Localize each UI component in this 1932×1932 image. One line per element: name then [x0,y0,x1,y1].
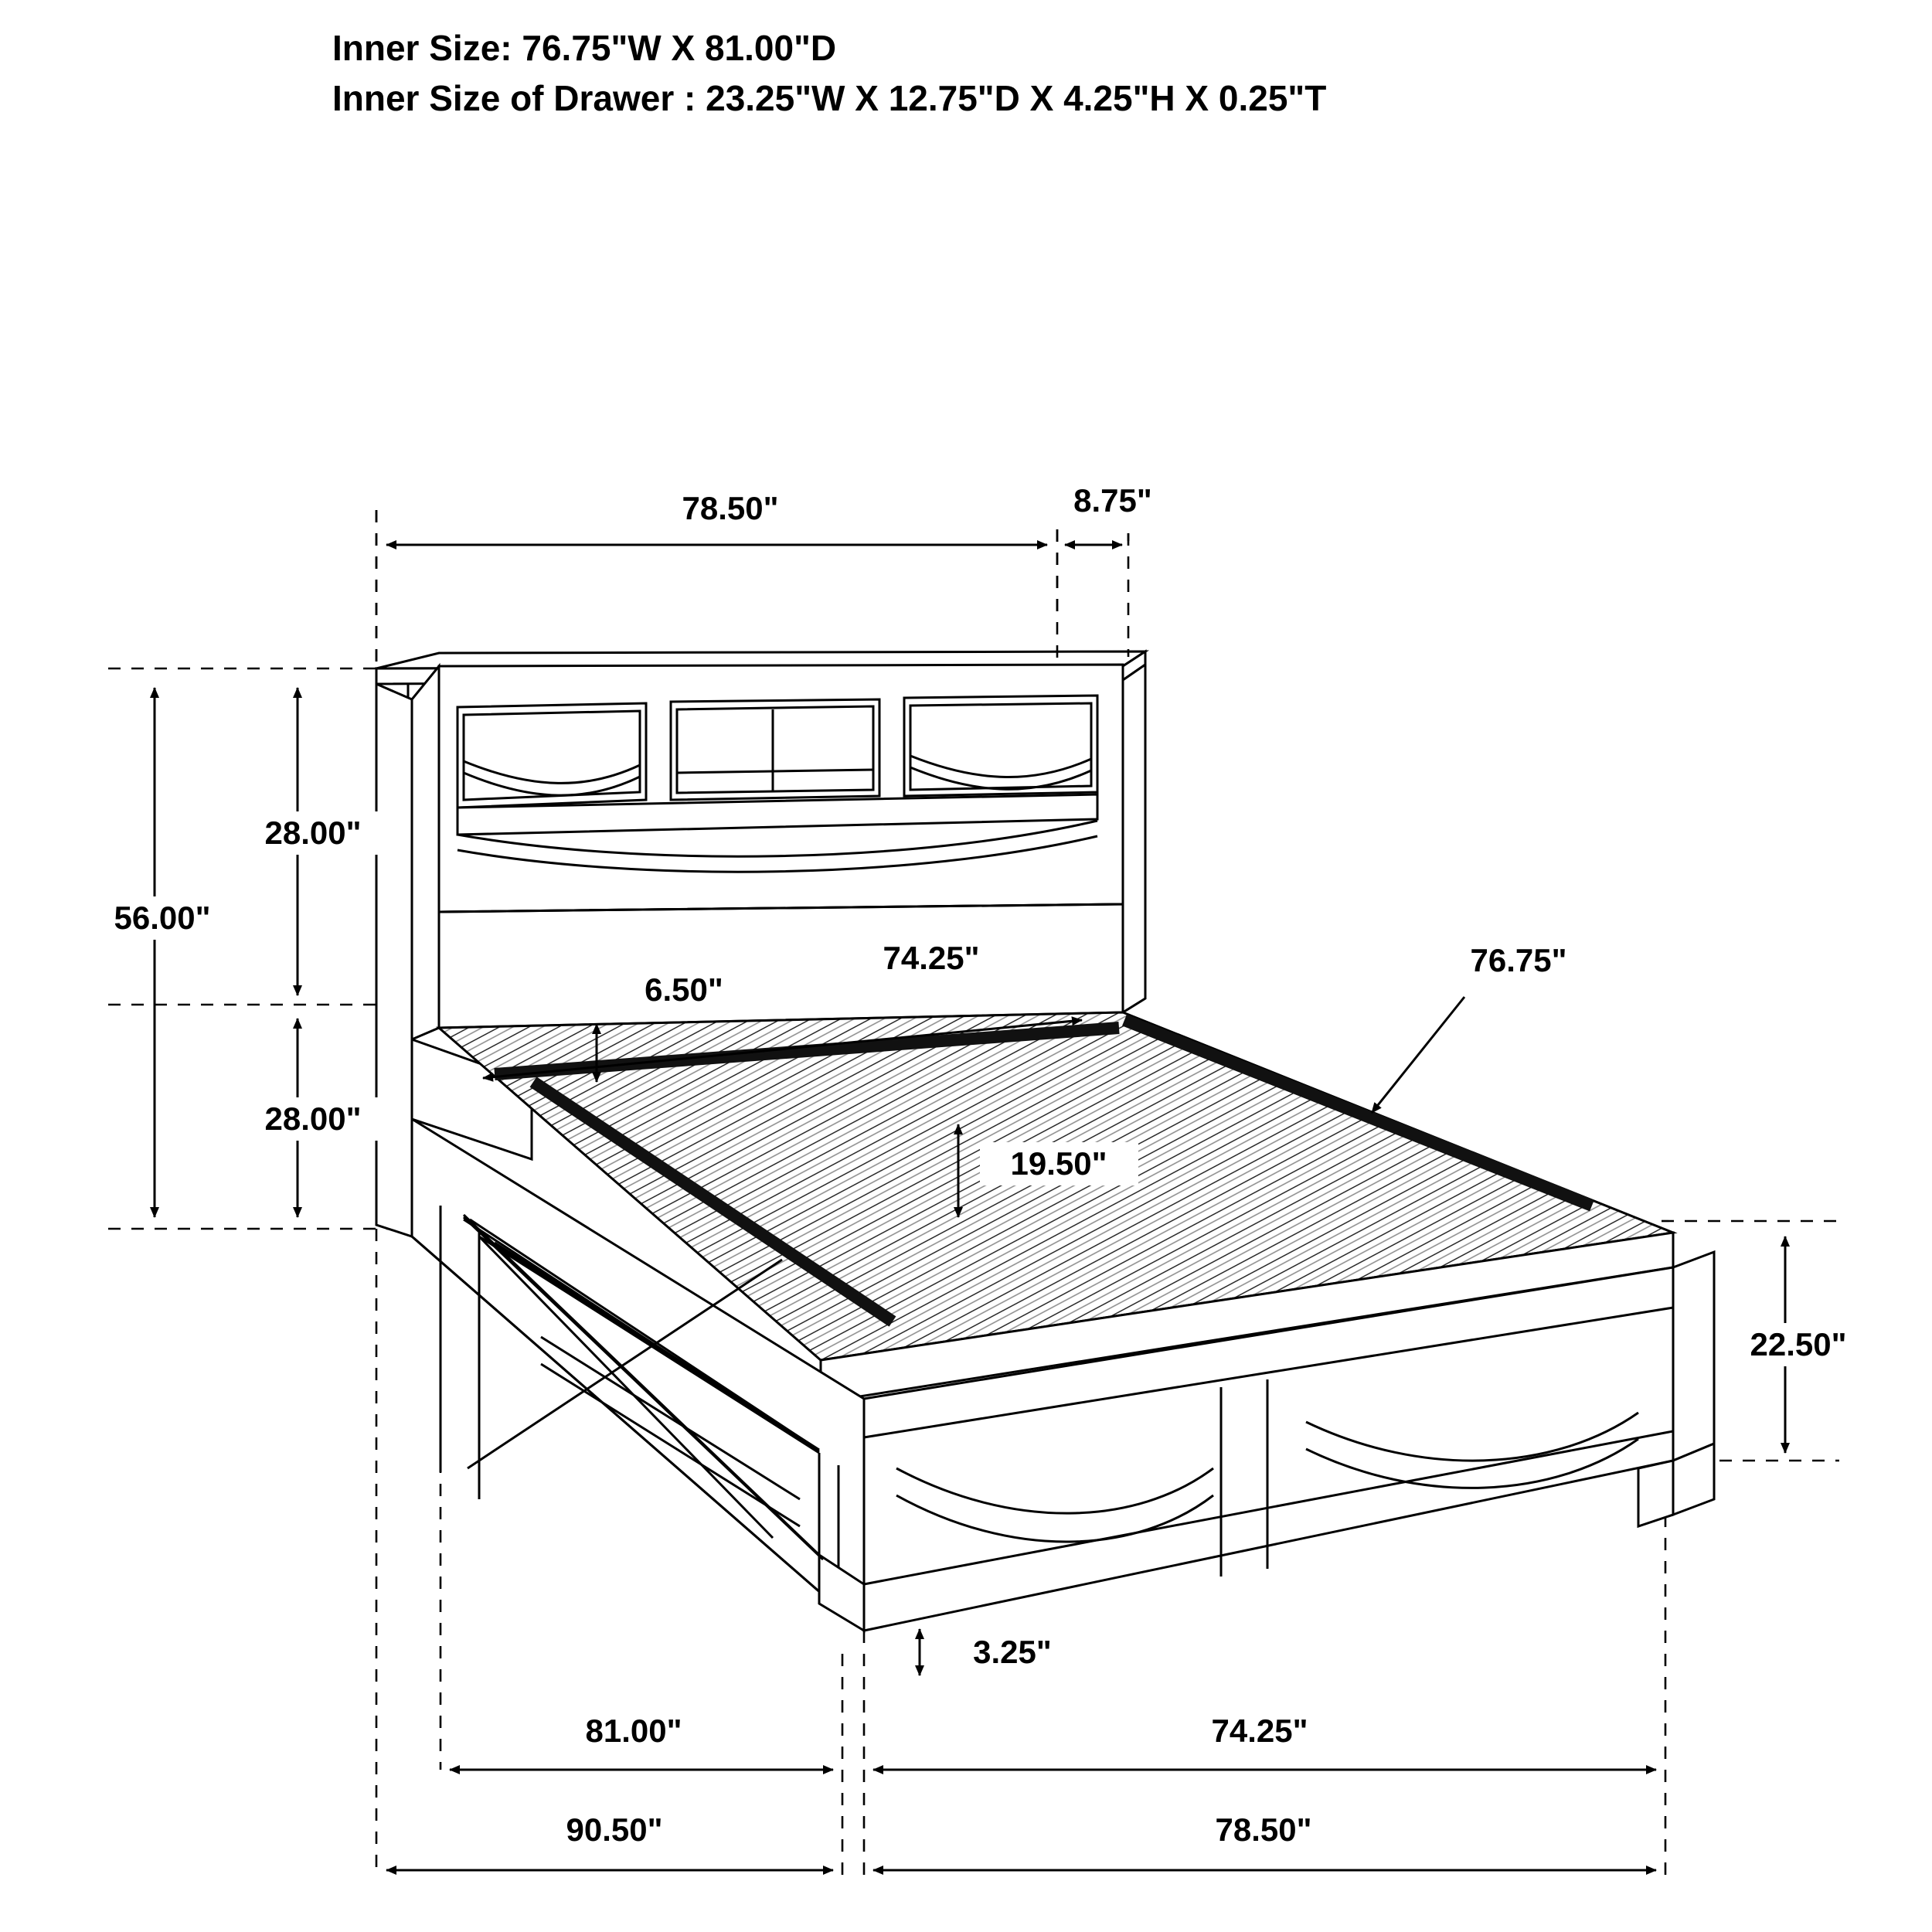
dim-side-depth: 81.00" [585,1713,682,1749]
dim-top-width: 78.50" [682,490,779,526]
dim-headboard-lower: 28.00" [264,1100,362,1137]
dim-headboard-upper: 28.00" [264,815,362,851]
dim-foot-width: 74.25" [1211,1713,1308,1749]
dim-overall-depth: 90.50" [566,1811,663,1848]
dim-foot-clearance: 3.25" [973,1634,1052,1670]
dim-rail-length: 74.25" [883,940,980,976]
dim-rail-width: 6.50" [645,971,723,1008]
header-line-drawer-size: Inner Size of Drawer : 23.25"W X 12.75"D X 4.25"H X 0.25"T [332,78,1327,119]
dim-total-height: 56.00" [114,900,211,936]
dim-footboard-height: 22.50" [1750,1326,1847,1362]
dim-overall-width: 78.50" [1215,1811,1312,1848]
header-line-inner-size: Inner Size: 76.75"W X 81.00"D [332,28,837,68]
dim-top-offset: 8.75" [1073,482,1152,519]
dim-deck-height: 19.50" [1010,1145,1107,1182]
dim-mattress-width: 76.75" [1470,942,1567,978]
